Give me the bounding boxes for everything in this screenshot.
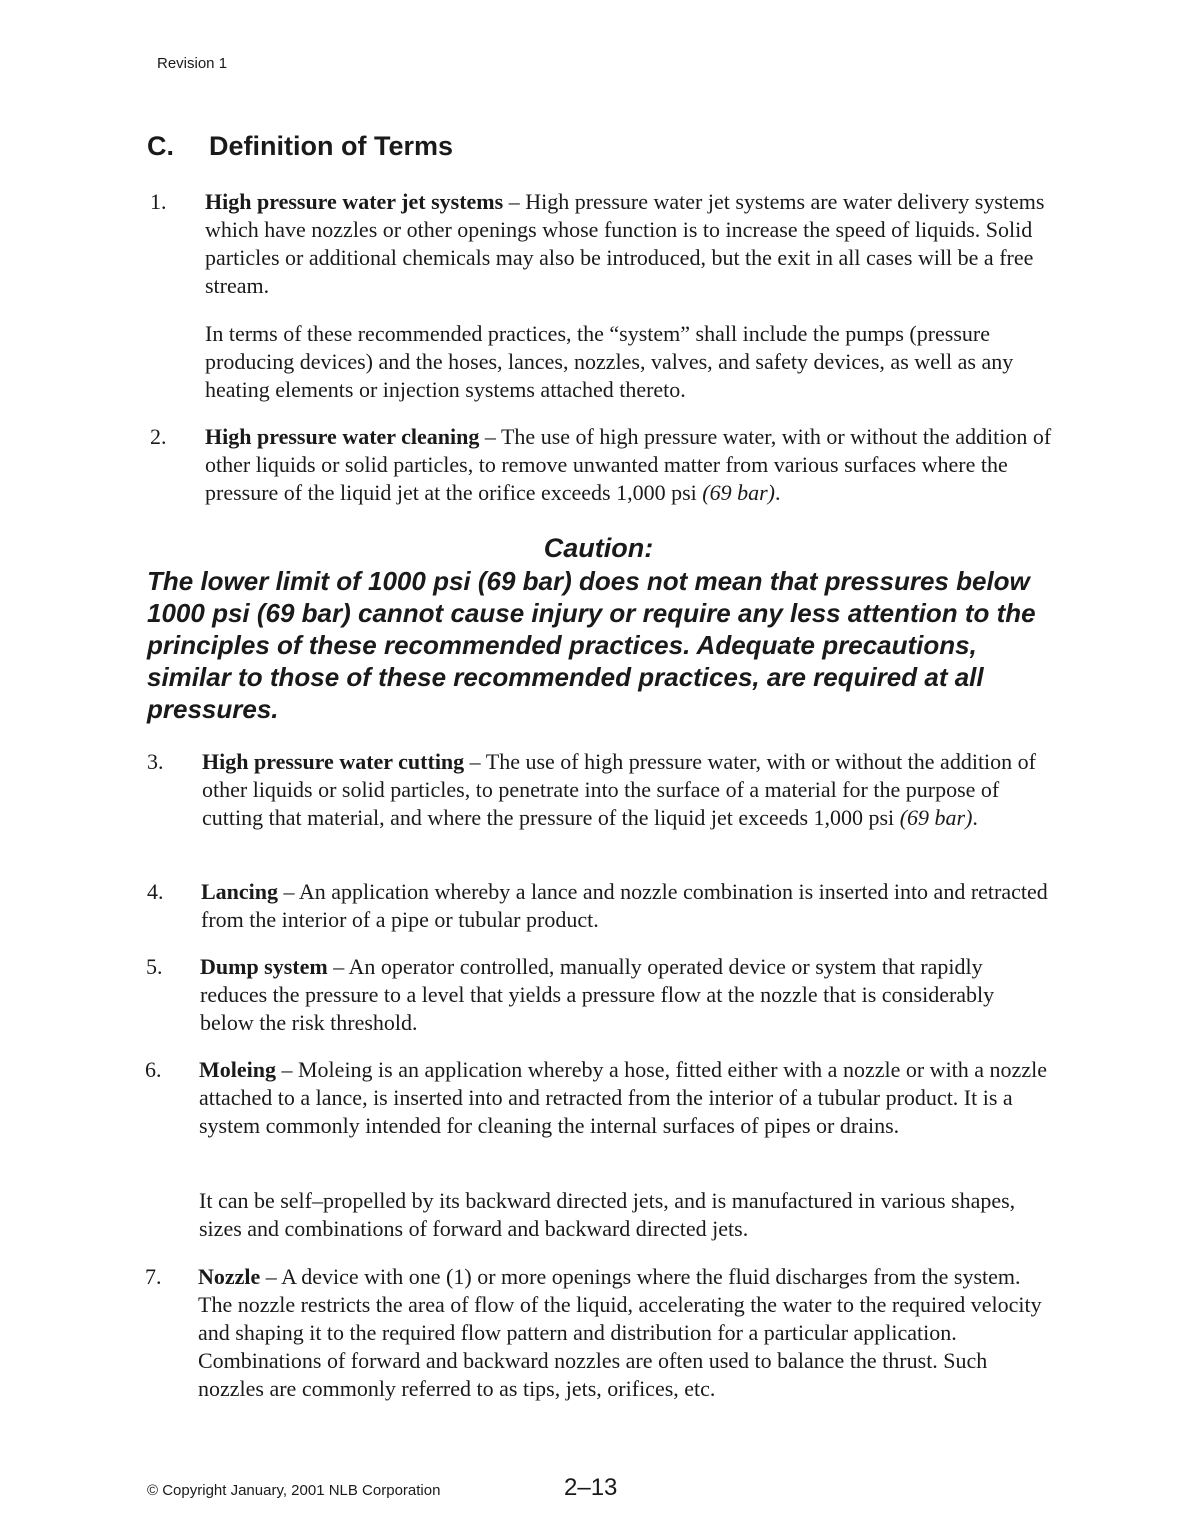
section-letter: C. xyxy=(147,131,174,161)
definition-term: High pressure water cleaning xyxy=(205,424,480,449)
definition-item xyxy=(201,878,1051,934)
definition-text: – The use of high pressure water, with or without the addition of other liquids or solid particles, to remove unwanted matter from various surfaces where the pressure of the liquid jet at the orifice exceeds 1,000 psi xyxy=(205,424,1052,505)
item-number: 4. xyxy=(147,879,164,904)
definition-term: Dump system xyxy=(200,954,328,979)
item-number: 3. xyxy=(147,749,164,774)
caution-title: Caution: xyxy=(543,533,654,563)
unit-text: (69 bar) xyxy=(899,805,973,830)
definition-extra: It can be self–propelled by its backward directed jets, and is manufactured in various shapes, sizes and combinations of forward and backward directed jets. xyxy=(199,1188,1016,1241)
tail-text: . xyxy=(972,805,978,830)
item-number: 7. xyxy=(145,1264,162,1289)
definition-text: – The use of high pressure water, with or without the addition of other liquids or solid particles, to penetrate into the surface of a material for the purpose of cutting that material, and where the pressure of the liquid jet exceeds 1,000 psi xyxy=(202,749,1036,830)
definition-item xyxy=(199,1056,1054,1140)
item-number: 6. xyxy=(145,1057,162,1082)
unit-text: (69 bar) xyxy=(702,480,776,505)
footer-copyright: © Copyright January, 2001 NLB Corporation xyxy=(147,1482,441,1499)
page-number: 2–13 xyxy=(564,1474,618,1501)
caution-text: The lower limit of 1000 psi (69 bar) does not mean that pressures below 1000 psi (69 bar) cannot cause injury or require any less attention to the principles of these recommended practices. Adequate precautions, similar to those of these recommended practices, are required at all pressures. xyxy=(147,566,1036,724)
definition-item xyxy=(205,188,1055,300)
definition-item xyxy=(202,748,1057,832)
section-title: Definition of Terms xyxy=(209,131,454,161)
definition-text: – A device with one (1) or more openings where the fluid discharges from the system. The nozzle restricts the area of flow of the liquid, accelerating the water to the required velocity and shaping it to the required flow pattern and distribution for a particular application. Combinations of forward and backward nozzles are often used to balance the thrust. Such nozzles are commonly referred to as tips, jets, orifices, etc. xyxy=(198,1264,1042,1401)
definition-text: – High pressure water jet systems are water delivery systems which have nozzles or other openings whose function is to increase the speed of liquids. Solid particles or additional chemicals may also be introduced, but the exit in all cases will be a free stream. xyxy=(205,189,1045,298)
definition-text: – An operator controlled, manually operated device or system that rapidly reduces the pressure to a level that yields a pressure flow at the nozzle that is considerably below the risk threshold. xyxy=(200,954,995,1035)
item-number: 5. xyxy=(146,954,163,979)
section-heading xyxy=(147,131,453,162)
definition-item xyxy=(198,1263,1053,1403)
definition-item xyxy=(205,423,1055,507)
definition-term: Lancing xyxy=(201,879,279,904)
revision-label: Revision 1 xyxy=(157,55,228,72)
item-number: 1. xyxy=(150,189,167,214)
definition-term: Nozzle xyxy=(198,1264,261,1289)
definition-item xyxy=(200,953,1050,1037)
definition-term: High pressure water jet systems xyxy=(205,189,504,214)
definition-term: Moleing xyxy=(199,1057,276,1082)
item-number: 2. xyxy=(150,424,167,449)
definition-text: – Moleing is an application whereby a hose, fitted either with a nozzle or with a nozzle attached to a lance, is inserted into and retracted from the interior of a tubular product. It is a system commonly intended for cleaning the internal surfaces of pipes or drains. xyxy=(199,1057,1047,1138)
tail-text: . xyxy=(775,480,781,505)
definition-term: High pressure water cutting xyxy=(202,749,465,774)
definition-extra: In terms of these recommended practices, the “system” shall include the pumps (pressure producing devices) and the hoses, lances, nozzles, valves, and safety devices, as well as any heating elements or injection systems attached thereto. xyxy=(205,321,1014,402)
definition-text: – An application whereby a lance and nozzle combination is inserted into and retracted from the interior of a pipe or tubular product. xyxy=(201,879,1048,932)
